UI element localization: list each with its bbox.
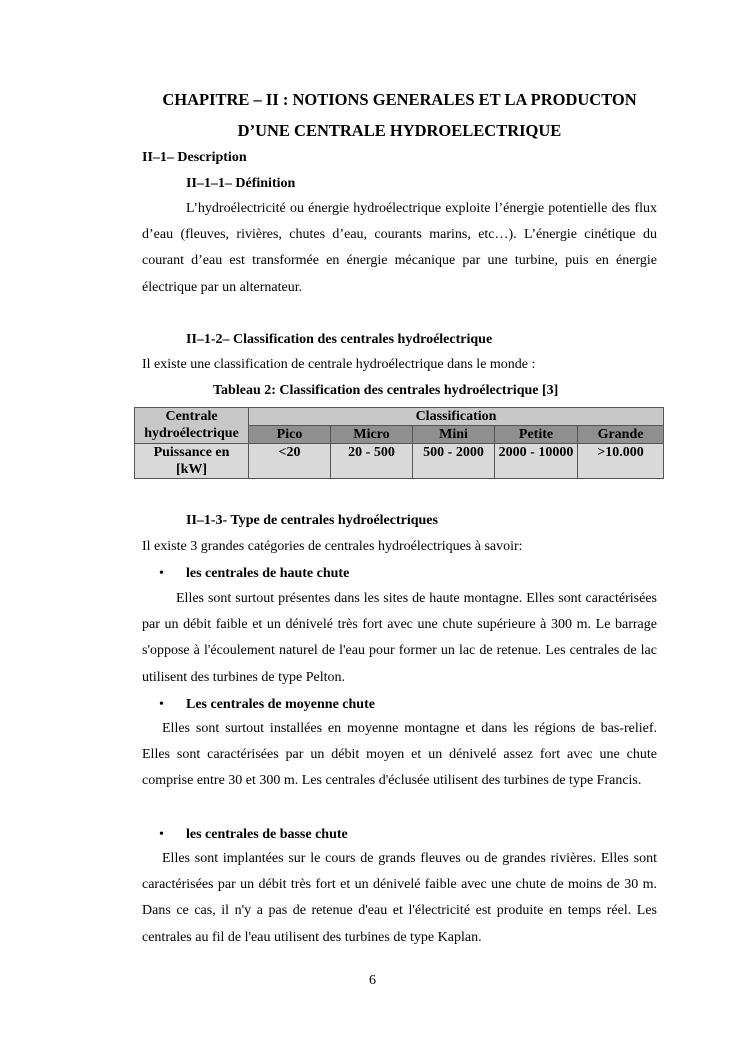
classification-table xyxy=(134,407,664,479)
subsection-heading-types: II–1-3- Type de centrales hydroélectriques xyxy=(186,513,438,528)
column-header: Grande xyxy=(578,426,664,444)
types-intro: Il existe 3 grandes catégories de centrales hydroélectriques à savoir: xyxy=(142,539,523,554)
table-cell: <20 xyxy=(249,444,331,479)
group-header-classification: Classification xyxy=(249,408,664,426)
table-cell: 500 - 2000 xyxy=(413,444,495,479)
bullet-label-haute-chute: les centrales de haute chute xyxy=(186,566,350,581)
bullet-icon: • xyxy=(159,827,164,842)
bullet-icon: • xyxy=(159,697,164,712)
definition-text: L’hydroélectricité ou énergie hydroélectrique exploite l’énergie potentielle des flux d’eau (fleuves, rivières, chutes d’eau, courants marins, etc…). L’énergie cinétique du courant d’eau est transformée en énergie mécanique par une turbine, puis en énergie électrique par un alternateur. xyxy=(142,201,657,295)
column-header: Pico xyxy=(249,426,331,444)
subsection-heading-definition: II–1–1– Définition xyxy=(186,176,296,191)
basse-chute-paragraph xyxy=(142,846,657,951)
chapter-title-line-1: CHAPITRE – II : NOTIONS GENERALES ET LA PRODUCTON xyxy=(162,90,637,109)
classification-intro: Il existe une classification de centrale hydroélectrique dans le monde : xyxy=(142,357,536,372)
row-header-puissance: Puissance en [kW] xyxy=(135,444,249,479)
bullet-icon: • xyxy=(159,566,164,581)
bullet-label-basse-chute: les centrales de basse chute xyxy=(186,827,348,842)
table-cell: 2000 - 10000 xyxy=(495,444,578,479)
page-number: 6 xyxy=(369,973,376,988)
column-header: Petite xyxy=(495,426,578,444)
table-cell: 20 - 500 xyxy=(331,444,413,479)
definition-paragraph xyxy=(142,196,657,301)
bullet-label-moyenne-chute: Les centrales de moyenne chute xyxy=(186,697,375,712)
haute-chute-text: Elles sont surtout présentes dans les sites de haute montagne. Elles sont caractérisées par un débit faible et un dénivelé très fort avec une chute supérieure à 300 m. Le barrage s'oppose à l'écoulement naturel de l'eau pour former un lac de retenue. Les centrales de lac utilisent des turbines de type Pelton. xyxy=(142,591,657,685)
basse-chute-text: Elles sont implantées sur le cours de grands fleuves ou de grandes rivières. Elles sont caractérisées par un débit très fort et un dénivelé faible avec une chute de moins de 30 m. Dans ce cas, il n'y a pas de retenue d'eau et l'électricité est produite en temps réel. Les centrales au fil de l'eau utilisent des turbines de type Kaplan. xyxy=(142,851,657,945)
subsection-heading-classification: II–1-2– Classification des centrales hydroélectrique xyxy=(186,332,493,347)
moyenne-chute-paragraph xyxy=(142,716,657,795)
row-header-centrale: Centrale hydroélectrique xyxy=(135,408,249,444)
column-header: Micro xyxy=(331,426,413,444)
table-cell: >10.000 xyxy=(578,444,664,479)
table-caption: Tableau 2: Classification des centrales hydroélectrique [3] xyxy=(213,383,559,398)
chapter-title-line-2: D’UNE CENTRALE HYDROELECTRIQUE xyxy=(237,121,562,140)
section-heading: II–1– Description xyxy=(142,150,247,165)
moyenne-chute-text: Elles sont surtout installées en moyenne montagne et dans les régions de bas-relief. Elles sont caractérisées par un débit moyen et un dénivelé assez fort avec une chute comprise entre 30 et 300 m. Les centrales d'éclusée utilisent des turbines de type Francis. xyxy=(142,721,657,789)
haute-chute-paragraph xyxy=(142,586,657,691)
column-header: Mini xyxy=(413,426,495,444)
